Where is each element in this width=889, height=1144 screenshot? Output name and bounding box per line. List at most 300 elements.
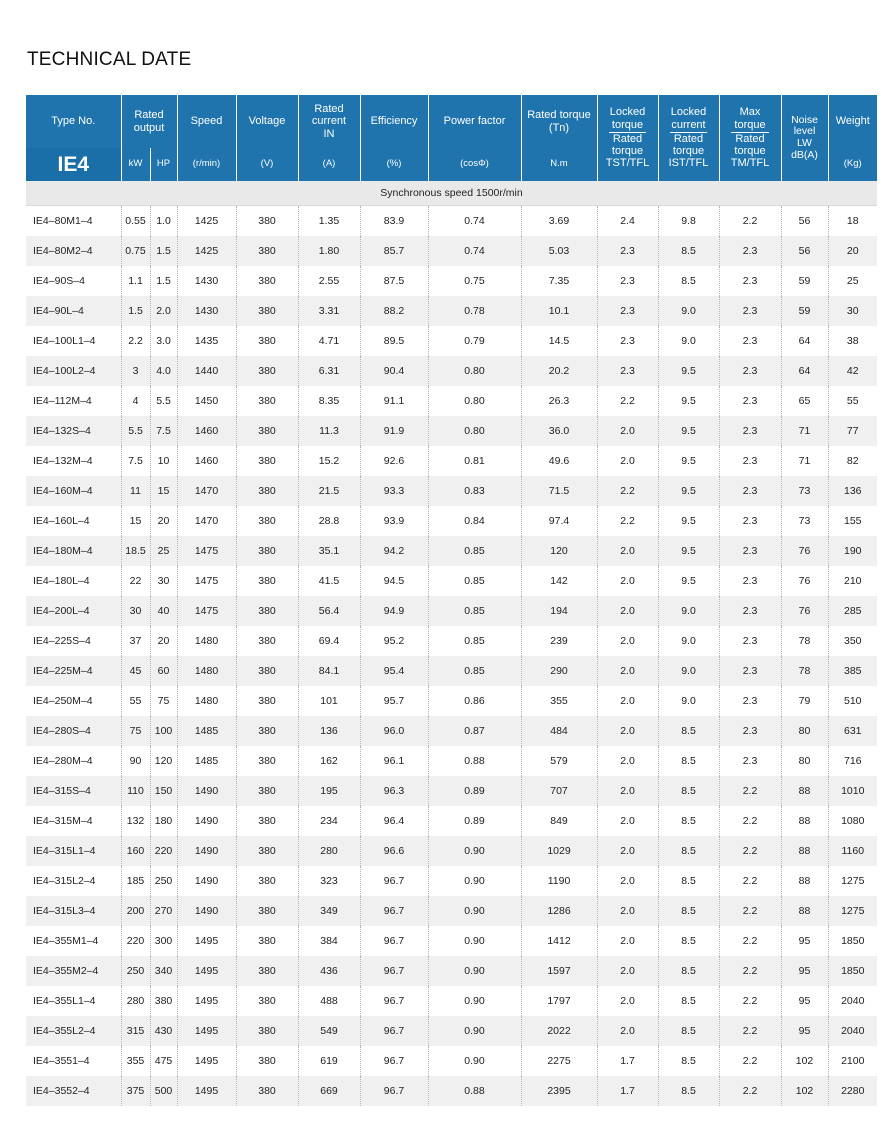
cell-efficiency: 96.6 <box>360 836 428 866</box>
table-row <box>26 986 877 1016</box>
cell-noise: 64 <box>781 326 828 356</box>
table-row <box>26 416 877 446</box>
cell-efficiency: 91.9 <box>360 416 428 446</box>
cell-max-torque: 2.3 <box>719 326 781 356</box>
cell-kw: 18.5 <box>121 536 150 566</box>
cell-noise: 56 <box>781 206 828 237</box>
cell-efficiency: 91.1 <box>360 386 428 416</box>
cell-voltage: 380 <box>236 566 298 596</box>
cell-noise: 80 <box>781 746 828 776</box>
cell-voltage: 380 <box>236 416 298 446</box>
cell-weight: 350 <box>828 626 877 656</box>
cell-locked-torque: 2.3 <box>597 356 658 386</box>
cell-efficiency: 93.3 <box>360 476 428 506</box>
cell-type: IE4–90S–4 <box>26 266 121 296</box>
cell-voltage: 380 <box>236 536 298 566</box>
cell-efficiency: 95.2 <box>360 626 428 656</box>
cell-locked-current: 8.5 <box>658 956 719 986</box>
cell-rated-torque: 1190 <box>521 866 597 896</box>
cell-kw: 110 <box>121 776 150 806</box>
cell-rated-torque: 7.35 <box>521 266 597 296</box>
cell-locked-torque: 2.0 <box>597 446 658 476</box>
cell-speed: 1435 <box>177 326 236 356</box>
cell-weight: 510 <box>828 686 877 716</box>
cell-rated-torque: 49.6 <box>521 446 597 476</box>
cell-speed: 1480 <box>177 686 236 716</box>
cell-speed: 1495 <box>177 1076 236 1106</box>
cell-weight: 285 <box>828 596 877 626</box>
cell-kw: 220 <box>121 926 150 956</box>
cell-speed: 1485 <box>177 716 236 746</box>
cell-current: 384 <box>298 926 360 956</box>
col-weight: Weight <box>828 95 877 148</box>
unit-voltage: (V) <box>236 148 298 181</box>
cell-speed: 1460 <box>177 416 236 446</box>
cell-max-torque: 2.3 <box>719 236 781 266</box>
cell-hp: 4.0 <box>150 356 177 386</box>
cell-kw: 375 <box>121 1076 150 1106</box>
cell-kw: 1.5 <box>121 296 150 326</box>
cell-type: IE4–90L–4 <box>26 296 121 326</box>
cell-efficiency: 95.7 <box>360 686 428 716</box>
cell-locked-torque: 2.0 <box>597 776 658 806</box>
cell-speed: 1495 <box>177 956 236 986</box>
cell-locked-current: 9.5 <box>658 386 719 416</box>
cell-speed: 1470 <box>177 506 236 536</box>
cell-type: IE4–315L2–4 <box>26 866 121 896</box>
cell-efficiency: 87.5 <box>360 266 428 296</box>
cell-locked-current: 8.5 <box>658 806 719 836</box>
cell-power-factor: 0.90 <box>428 1046 521 1076</box>
cell-speed: 1480 <box>177 656 236 686</box>
cell-noise: 73 <box>781 476 828 506</box>
col-voltage: Voltage <box>236 95 298 148</box>
cell-rated-torque: 142 <box>521 566 597 596</box>
cell-voltage: 380 <box>236 776 298 806</box>
cell-efficiency: 96.7 <box>360 866 428 896</box>
cell-efficiency: 96.7 <box>360 926 428 956</box>
cell-current: 1.35 <box>298 206 360 237</box>
cell-speed: 1450 <box>177 386 236 416</box>
cell-speed: 1475 <box>177 566 236 596</box>
cell-locked-torque: 2.3 <box>597 236 658 266</box>
cell-noise: 80 <box>781 716 828 746</box>
cell-voltage: 380 <box>236 746 298 776</box>
cell-locked-torque: 2.0 <box>597 626 658 656</box>
cell-max-torque: 2.3 <box>719 536 781 566</box>
cell-efficiency: 96.3 <box>360 776 428 806</box>
cell-kw: 90 <box>121 746 150 776</box>
cell-efficiency: 96.7 <box>360 1046 428 1076</box>
cell-max-torque: 2.3 <box>719 596 781 626</box>
cell-kw: 355 <box>121 1046 150 1076</box>
cell-efficiency: 83.9 <box>360 206 428 237</box>
cell-hp: 475 <box>150 1046 177 1076</box>
cell-type: IE4–132M–4 <box>26 446 121 476</box>
cell-rated-torque: 120 <box>521 536 597 566</box>
cell-locked-torque: 2.0 <box>597 956 658 986</box>
cell-locked-torque: 2.0 <box>597 536 658 566</box>
cell-hp: 7.5 <box>150 416 177 446</box>
cell-kw: 2.2 <box>121 326 150 356</box>
cell-rated-torque: 579 <box>521 746 597 776</box>
cell-voltage: 380 <box>236 386 298 416</box>
cell-speed: 1490 <box>177 836 236 866</box>
cell-speed: 1470 <box>177 476 236 506</box>
cell-weight: 136 <box>828 476 877 506</box>
cell-type: IE4–180M–4 <box>26 536 121 566</box>
cell-locked-torque: 2.0 <box>597 716 658 746</box>
cell-max-torque: 2.2 <box>719 866 781 896</box>
table-row <box>26 566 877 596</box>
table-row <box>26 776 877 806</box>
cell-current: 669 <box>298 1076 360 1106</box>
cell-type: IE4–80M1–4 <box>26 206 121 237</box>
cell-locked-current: 9.5 <box>658 446 719 476</box>
cell-hp: 1.5 <box>150 236 177 266</box>
cell-speed: 1495 <box>177 926 236 956</box>
cell-weight: 1850 <box>828 926 877 956</box>
cell-type: IE4–225M–4 <box>26 656 121 686</box>
cell-rated-torque: 707 <box>521 776 597 806</box>
cell-efficiency: 96.7 <box>360 1016 428 1046</box>
cell-type: IE4–315M–4 <box>26 806 121 836</box>
cell-voltage: 380 <box>236 626 298 656</box>
cell-noise: 78 <box>781 626 828 656</box>
cell-current: 162 <box>298 746 360 776</box>
cell-weight: 25 <box>828 266 877 296</box>
cell-rated-torque: 3.69 <box>521 206 597 237</box>
col-noise-level: Noise level LW dB(A) <box>781 95 828 181</box>
cell-weight: 716 <box>828 746 877 776</box>
cell-power-factor: 0.84 <box>428 506 521 536</box>
cell-type: IE4–100L2–4 <box>26 356 121 386</box>
cell-max-torque: 2.3 <box>719 566 781 596</box>
cell-max-torque: 2.3 <box>719 686 781 716</box>
cell-max-torque: 2.2 <box>719 896 781 926</box>
cell-noise: 59 <box>781 296 828 326</box>
cell-weight: 77 <box>828 416 877 446</box>
cell-locked-current: 9.5 <box>658 506 719 536</box>
cell-rated-torque: 14.5 <box>521 326 597 356</box>
cell-current: 69.4 <box>298 626 360 656</box>
cell-power-factor: 0.83 <box>428 476 521 506</box>
cell-max-torque: 2.3 <box>719 356 781 386</box>
cell-locked-current: 8.5 <box>658 896 719 926</box>
cell-current: 2.55 <box>298 266 360 296</box>
cell-kw: 5.5 <box>121 416 150 446</box>
cell-speed: 1495 <box>177 1016 236 1046</box>
table-row <box>26 686 877 716</box>
table-row <box>26 296 877 326</box>
cell-noise: 71 <box>781 446 828 476</box>
unit-speed: (r/min) <box>177 148 236 181</box>
col-locked-current: Locked current Rated torque IST/TFL <box>658 95 719 181</box>
cell-current: 11.3 <box>298 416 360 446</box>
technical-data-table <box>26 95 877 1106</box>
cell-hp: 270 <box>150 896 177 926</box>
table-row <box>26 1076 877 1106</box>
cell-type: IE4–112M–4 <box>26 386 121 416</box>
cell-hp: 20 <box>150 626 177 656</box>
cell-locked-torque: 2.0 <box>597 866 658 896</box>
cell-locked-torque: 2.0 <box>597 806 658 836</box>
cell-noise: 76 <box>781 536 828 566</box>
cell-max-torque: 2.3 <box>719 476 781 506</box>
cell-locked-current: 9.0 <box>658 296 719 326</box>
table-row <box>26 746 877 776</box>
cell-noise: 73 <box>781 506 828 536</box>
cell-current: 84.1 <box>298 656 360 686</box>
cell-kw: 280 <box>121 986 150 1016</box>
cell-kw: 3 <box>121 356 150 386</box>
cell-kw: 0.55 <box>121 206 150 237</box>
cell-weight: 1080 <box>828 806 877 836</box>
cell-voltage: 380 <box>236 896 298 926</box>
cell-max-torque: 2.3 <box>719 416 781 446</box>
cell-noise: 71 <box>781 416 828 446</box>
cell-hp: 40 <box>150 596 177 626</box>
cell-voltage: 380 <box>236 656 298 686</box>
cell-current: 4.71 <box>298 326 360 356</box>
table-row <box>26 506 877 536</box>
cell-weight: 38 <box>828 326 877 356</box>
cell-locked-torque: 2.0 <box>597 566 658 596</box>
cell-max-torque: 2.3 <box>719 446 781 476</box>
unit-kw: kW <box>121 148 150 181</box>
cell-weight: 2100 <box>828 1046 877 1076</box>
cell-rated-torque: 484 <box>521 716 597 746</box>
cell-voltage: 380 <box>236 326 298 356</box>
synchronous-speed-row <box>26 181 877 206</box>
cell-kw: 1.1 <box>121 266 150 296</box>
cell-power-factor: 0.78 <box>428 296 521 326</box>
cell-locked-current: 9.0 <box>658 626 719 656</box>
cell-weight: 2040 <box>828 986 877 1016</box>
cell-locked-current: 9.0 <box>658 686 719 716</box>
unit-weight: (Kg) <box>828 148 877 181</box>
cell-noise: 102 <box>781 1076 828 1106</box>
cell-noise: 102 <box>781 1046 828 1076</box>
cell-weight: 42 <box>828 356 877 386</box>
cell-noise: 95 <box>781 1016 828 1046</box>
cell-voltage: 380 <box>236 206 298 237</box>
cell-noise: 88 <box>781 896 828 926</box>
cell-noise: 65 <box>781 386 828 416</box>
cell-type: IE4–315L1–4 <box>26 836 121 866</box>
cell-locked-current: 8.5 <box>658 236 719 266</box>
cell-locked-current: 8.5 <box>658 986 719 1016</box>
cell-max-torque: 2.3 <box>719 716 781 746</box>
cell-efficiency: 96.7 <box>360 956 428 986</box>
cell-type: IE4–132S–4 <box>26 416 121 446</box>
cell-type: IE4–160L–4 <box>26 506 121 536</box>
cell-locked-torque: 2.0 <box>597 746 658 776</box>
cell-voltage: 380 <box>236 266 298 296</box>
cell-locked-torque: 2.2 <box>597 386 658 416</box>
cell-hp: 340 <box>150 956 177 986</box>
cell-hp: 100 <box>150 716 177 746</box>
cell-voltage: 380 <box>236 926 298 956</box>
cell-voltage: 380 <box>236 716 298 746</box>
cell-weight: 155 <box>828 506 877 536</box>
table-row <box>26 386 877 416</box>
cell-hp: 3.0 <box>150 326 177 356</box>
cell-power-factor: 0.85 <box>428 566 521 596</box>
table-row <box>26 836 877 866</box>
cell-hp: 1.0 <box>150 206 177 237</box>
cell-power-factor: 0.75 <box>428 266 521 296</box>
cell-hp: 180 <box>150 806 177 836</box>
cell-speed: 1460 <box>177 446 236 476</box>
cell-hp: 430 <box>150 1016 177 1046</box>
unit-efficiency: (%) <box>360 148 428 181</box>
table-row <box>26 626 877 656</box>
cell-noise: 76 <box>781 566 828 596</box>
cell-voltage: 380 <box>236 476 298 506</box>
cell-efficiency: 96.7 <box>360 986 428 1016</box>
cell-rated-torque: 1412 <box>521 926 597 956</box>
cell-current: 35.1 <box>298 536 360 566</box>
cell-max-torque: 2.2 <box>719 1016 781 1046</box>
col-rated-current: Rated current IN <box>298 95 360 148</box>
col-efficiency: Efficiency <box>360 95 428 148</box>
cell-hp: 30 <box>150 566 177 596</box>
cell-locked-torque: 2.3 <box>597 266 658 296</box>
cell-rated-torque: 2022 <box>521 1016 597 1046</box>
cell-locked-torque: 2.0 <box>597 686 658 716</box>
cell-max-torque: 2.3 <box>719 296 781 326</box>
cell-type: IE4–160M–4 <box>26 476 121 506</box>
cell-kw: 185 <box>121 866 150 896</box>
cell-current: 195 <box>298 776 360 806</box>
table-row <box>26 956 877 986</box>
cell-current: 619 <box>298 1046 360 1076</box>
cell-max-torque: 2.3 <box>719 266 781 296</box>
cell-efficiency: 95.4 <box>360 656 428 686</box>
cell-current: 280 <box>298 836 360 866</box>
cell-max-torque: 2.3 <box>719 656 781 686</box>
table-row <box>26 446 877 476</box>
table-row <box>26 1046 877 1076</box>
cell-rated-torque: 290 <box>521 656 597 686</box>
cell-current: 136 <box>298 716 360 746</box>
table-row <box>26 266 877 296</box>
cell-locked-current: 8.5 <box>658 1046 719 1076</box>
cell-current: 436 <box>298 956 360 986</box>
col-max-torque: Max torque Rated torque TM/TFL <box>719 95 781 181</box>
unit-hp: HP <box>150 148 177 181</box>
cell-power-factor: 0.90 <box>428 956 521 986</box>
cell-voltage: 380 <box>236 866 298 896</box>
cell-power-factor: 0.74 <box>428 236 521 266</box>
cell-speed: 1495 <box>177 1046 236 1076</box>
cell-locked-current: 9.5 <box>658 476 719 506</box>
col-locked-torque: Locked torque Rated torque TST/TFL <box>597 95 658 181</box>
cell-voltage: 380 <box>236 956 298 986</box>
cell-locked-current: 9.8 <box>658 206 719 237</box>
col-rated-torque: Rated torque (Tn) <box>521 95 597 148</box>
cell-weight: 55 <box>828 386 877 416</box>
table-row <box>26 716 877 746</box>
cell-rated-torque: 194 <box>521 596 597 626</box>
cell-weight: 1010 <box>828 776 877 806</box>
cell-efficiency: 96.0 <box>360 716 428 746</box>
cell-hp: 75 <box>150 686 177 716</box>
cell-hp: 25 <box>150 536 177 566</box>
cell-efficiency: 88.2 <box>360 296 428 326</box>
cell-locked-current: 8.5 <box>658 926 719 956</box>
cell-kw: 132 <box>121 806 150 836</box>
cell-weight: 385 <box>828 656 877 686</box>
cell-locked-current: 8.5 <box>658 716 719 746</box>
cell-locked-current: 9.0 <box>658 656 719 686</box>
cell-locked-current: 9.5 <box>658 536 719 566</box>
cell-speed: 1495 <box>177 986 236 1016</box>
cell-power-factor: 0.80 <box>428 416 521 446</box>
cell-kw: 22 <box>121 566 150 596</box>
table-row <box>26 926 877 956</box>
cell-max-torque: 2.2 <box>719 776 781 806</box>
cell-efficiency: 96.7 <box>360 1076 428 1106</box>
cell-noise: 88 <box>781 776 828 806</box>
cell-rated-torque: 36.0 <box>521 416 597 446</box>
cell-power-factor: 0.85 <box>428 656 521 686</box>
cell-noise: 88 <box>781 866 828 896</box>
cell-rated-torque: 26.3 <box>521 386 597 416</box>
cell-type: IE4–280S–4 <box>26 716 121 746</box>
cell-power-factor: 0.88 <box>428 746 521 776</box>
cell-voltage: 380 <box>236 836 298 866</box>
cell-noise: 59 <box>781 266 828 296</box>
cell-max-torque: 2.2 <box>719 956 781 986</box>
header-row-labels <box>26 95 877 148</box>
cell-kw: 55 <box>121 686 150 716</box>
cell-power-factor: 0.79 <box>428 326 521 356</box>
cell-locked-torque: 2.3 <box>597 326 658 356</box>
cell-speed: 1480 <box>177 626 236 656</box>
cell-noise: 56 <box>781 236 828 266</box>
cell-hp: 220 <box>150 836 177 866</box>
cell-locked-current: 9.5 <box>658 416 719 446</box>
cell-type: IE4–355M2–4 <box>26 956 121 986</box>
cell-weight: 210 <box>828 566 877 596</box>
cell-voltage: 380 <box>236 506 298 536</box>
cell-current: 21.5 <box>298 476 360 506</box>
cell-type: IE4–100L1–4 <box>26 326 121 356</box>
table-row <box>26 326 877 356</box>
table-row <box>26 656 877 686</box>
cell-weight: 2040 <box>828 1016 877 1046</box>
cell-noise: 95 <box>781 986 828 1016</box>
page-title: TECHNICAL DATE <box>27 49 192 70</box>
cell-rated-torque: 5.03 <box>521 236 597 266</box>
cell-rated-torque: 20.2 <box>521 356 597 386</box>
cell-locked-current: 8.5 <box>658 866 719 896</box>
cell-weight: 1275 <box>828 896 877 926</box>
cell-rated-torque: 2395 <box>521 1076 597 1106</box>
cell-type: IE4–280M–4 <box>26 746 121 776</box>
cell-power-factor: 0.87 <box>428 716 521 746</box>
cell-current: 56.4 <box>298 596 360 626</box>
cell-type: IE4–80M2–4 <box>26 236 121 266</box>
cell-locked-current: 8.5 <box>658 266 719 296</box>
cell-weight: 30 <box>828 296 877 326</box>
cell-kw: 0.75 <box>121 236 150 266</box>
cell-speed: 1475 <box>177 596 236 626</box>
cell-locked-torque: 2.0 <box>597 416 658 446</box>
cell-rated-torque: 71.5 <box>521 476 597 506</box>
